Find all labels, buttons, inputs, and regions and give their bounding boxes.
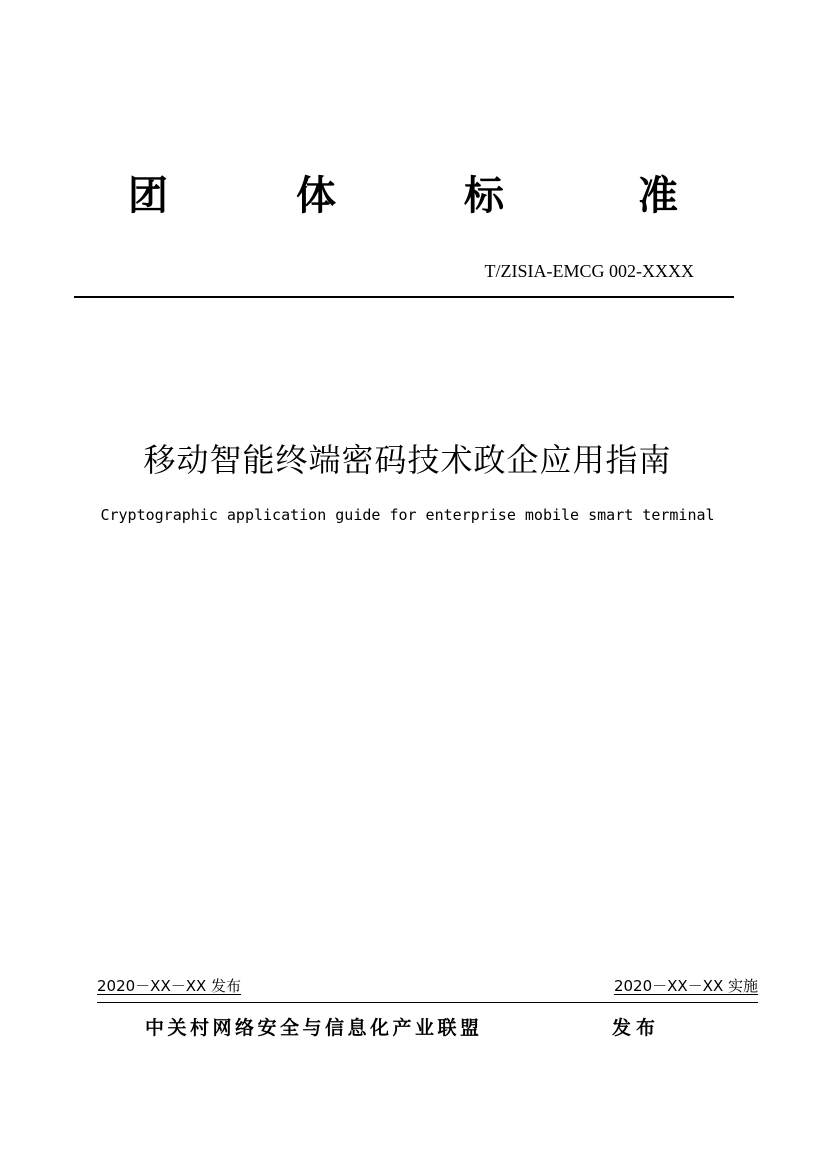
publisher-name: 中关村网络安全与信息化产业联盟 [145, 1017, 483, 1039]
document-title-english: Cryptographic application guide for enterprise mobile smart terminal [100, 506, 715, 524]
issue-date: 2020－XX－XX 发布 [97, 977, 242, 995]
publish-label: 发布 [612, 1017, 661, 1039]
document-title-chinese: 移动智能终端密码技术政企应用指南 [143, 441, 672, 479]
effective-date: 2020－XX－XX 实施 [613, 977, 758, 995]
standard-code: T/ZISIA-EMCG 002-XXXX [484, 261, 694, 281]
heading-char: 标 [464, 173, 504, 219]
heading-char: 体 [296, 173, 336, 219]
heading-char: 团 [128, 173, 168, 219]
footer-divider [97, 1002, 758, 1003]
header-divider [74, 296, 734, 298]
heading-char: 准 [638, 173, 678, 219]
standard-type-heading [110, 168, 710, 228]
